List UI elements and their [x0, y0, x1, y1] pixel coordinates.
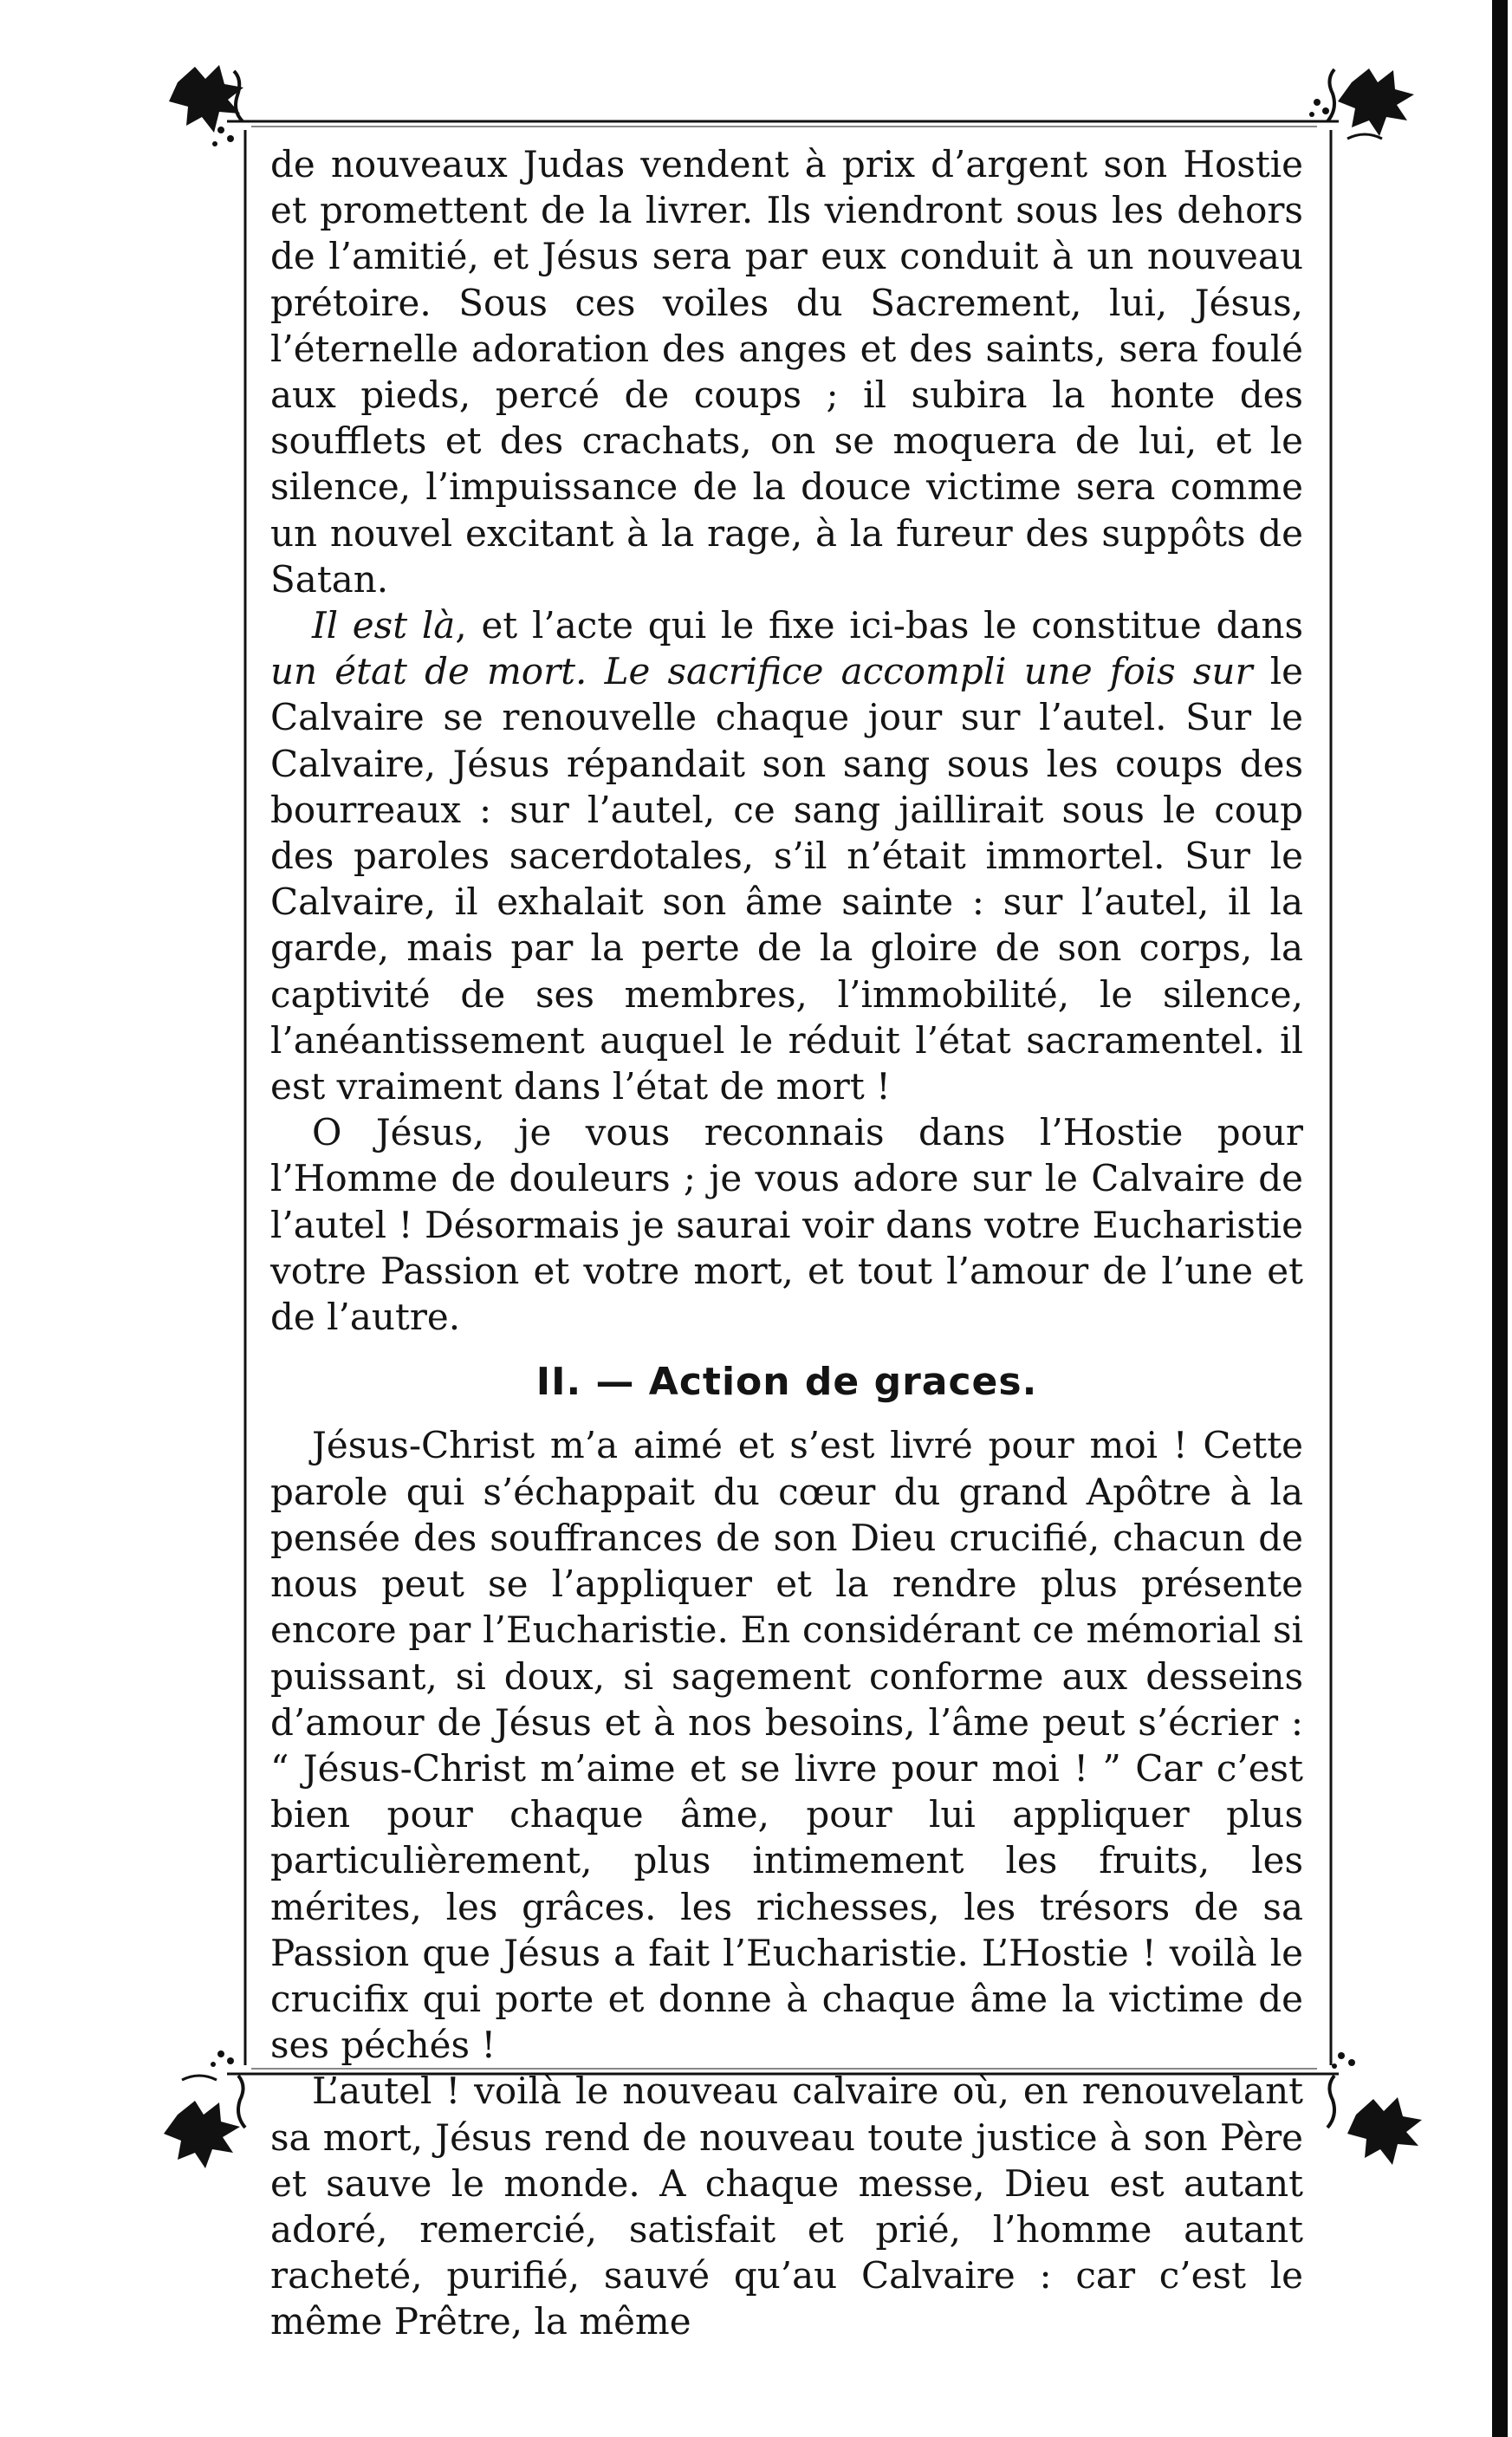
paragraph-1: de nouveaux Judas vendent à prix d’argent son Hostie et promettent de la livrer. Ils viendront sous les dehors de l’amitié, et Jésus sera par eux conduit à un nouveau prétoire. Sous ces voiles du Sacrement, lui, Jésus, l’éternelle adoration des anges et des saints, sera foulé aux pieds, percé de coups ; il subira la honte des soufflets et des crachats, on se moquera de lui, et le silence, l’impuissance de la douce victime sera comme un nouvel excitant à la rage, à la fureur des suppôts de Satan.	[270, 143, 1303, 601]
section-heading: II. — Action de graces.	[535, 1360, 1038, 1405]
paragraph-4: Jésus-Christ m’a aimé et s’est livré pour moi ! Cette parole qui s’échappait du cœur du grand Apôtre à la pensée des souffrances de son Dieu crucifié, chacun de nous peut se l’appliquer et la rendre plus présente encore par l’Eucharistie. En considérant ce mémorial si puissant, si doux, si sagement conforme aux desseins d’amour de Jésus et à nos besoins, l’âme peut s’écrier : “ Jésus-Christ m’aime et se livre pour moi ! ” Car c’est bien pour chaque âme, pour lui appliquer plus particulièrement, plus intimement les fruits, les mérites, les grâces. les richesses, les trésors de sa Passion que Jésus a fait l’Eucharistie. L’Hostie ! voilà le crucifix qui porte et donne à chaque âme la victime de ses péchés !	[270, 1424, 1303, 2067]
scan-edge-shadow	[1492, 0, 1508, 2437]
paragraph-3: O Jésus, je vous reconnais dans l’Hostie pour l’Homme de douleurs ; je vous adore sur le Calvaire de l’autel ! Désormais je saurai voir dans votre Eucharistie votre Passion et votre mort, et tout l’amour de l’une et de l’autre.	[270, 1111, 1303, 1339]
page-text	[270, 141, 1303, 2345]
paragraph-2: Il est là, et l’acte qui le fixe ici-bas le constitue dans un état de mort. Le sacrifice accompli une fois sur le Calvaire se renouvelle chaque jour sur l’autel. Sur le Calvaire, Jésus répandait son sang sous les coups des bourreaux : sur l’autel, ce sang jaillirait sous le coup des paroles sacerdotales, s’il n’était immortel. Sur le Calvaire, il exhalait son âme sainte : sur l’autel, il la garde, mais par la perte de la gloire de son corps, la captivité de ses membres, l’immobilité, le silence, l’anéantissement auquel le réduit l’état sacramentel. il est vraiment dans l’état de mort !	[270, 604, 1303, 1108]
paragraph-5: L’autel ! voilà le nouveau calvaire où, en renouvelant sa mort, Jésus rend de nouveau toute justice à son Père et sauve le monde. A chaque messe, Dieu est autant adoré, remercié, satisfait et prié, l’homme autant racheté, purifié, sauvé qu’au Calvaire : car c’est le même Prêtre, la même	[270, 2070, 1303, 2343]
